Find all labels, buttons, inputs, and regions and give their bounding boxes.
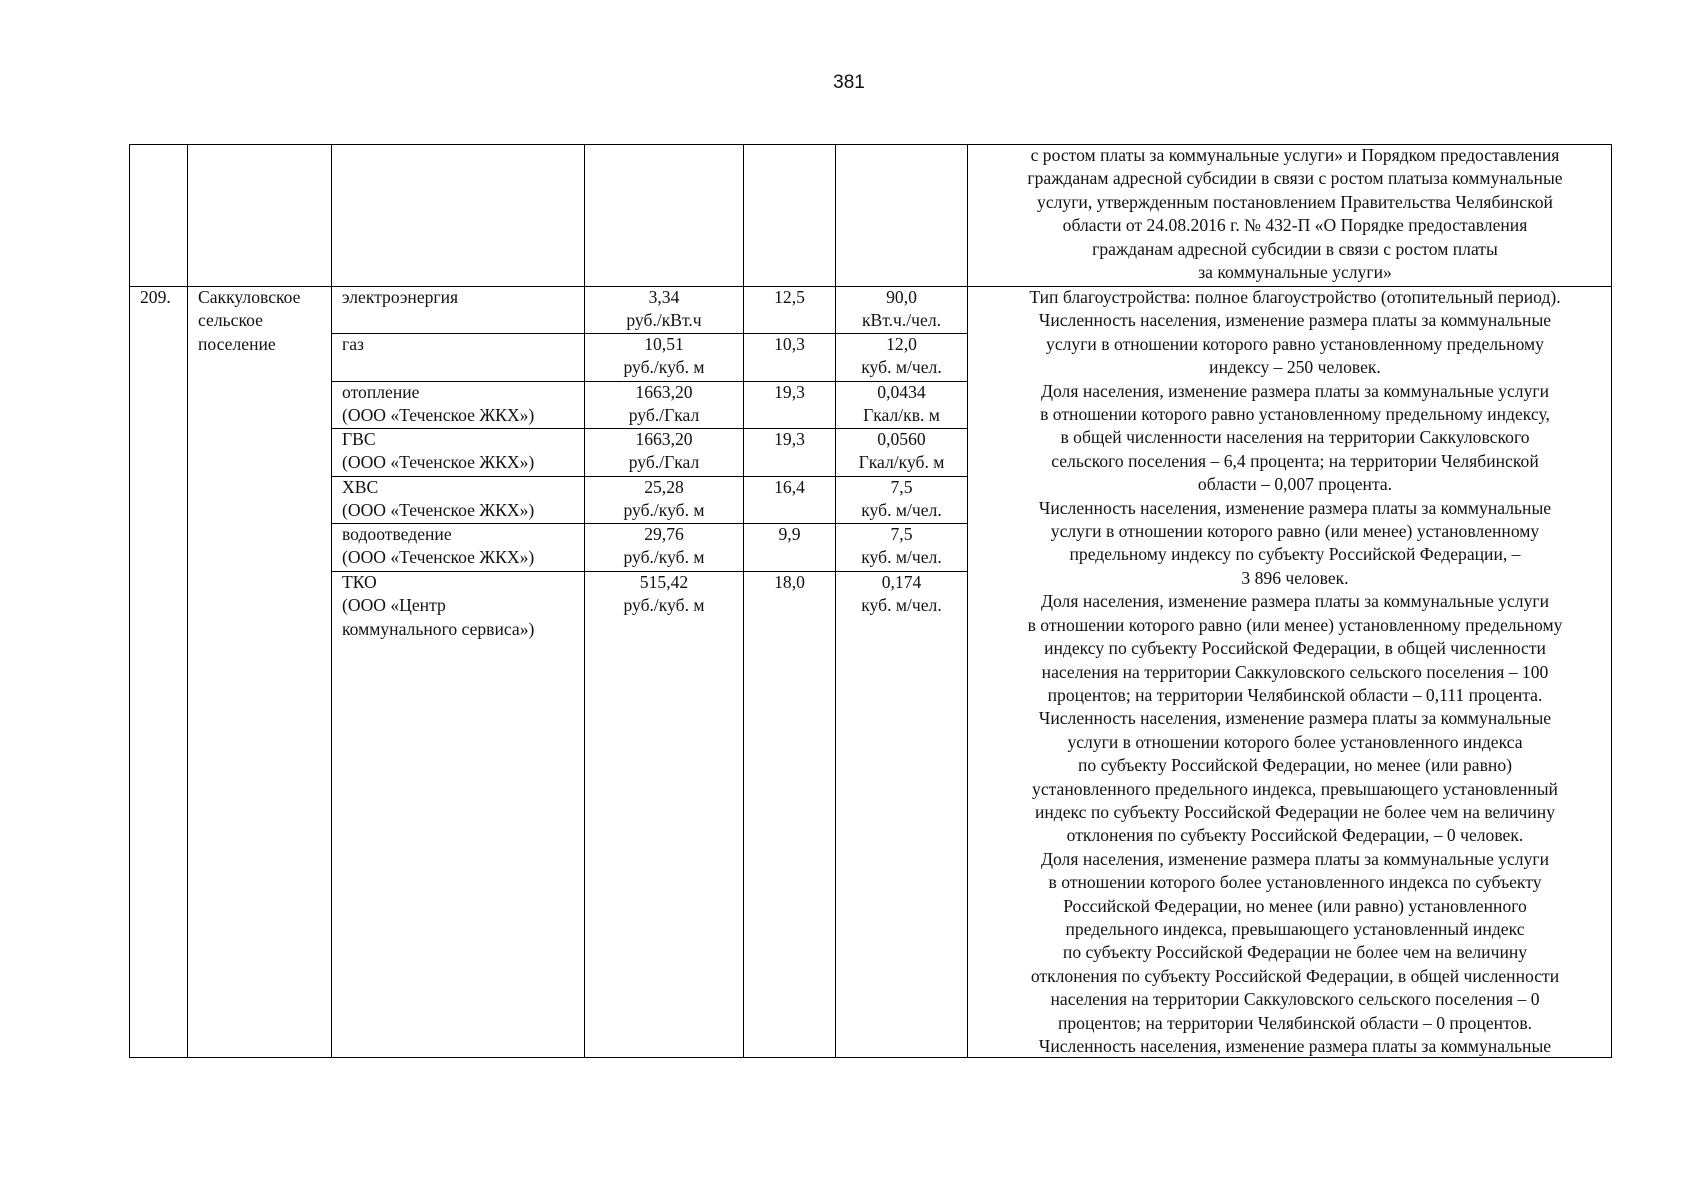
description-line: отклонения по субъекту Российской Федерации, в общей численности <box>1030 965 1560 986</box>
norm-line: куб. м/чел. <box>861 357 942 378</box>
service-name-line: отопление <box>342 382 420 402</box>
service-name-line: газ <box>342 334 364 354</box>
description-line: Тип благоустройства: полное благоустройство (отопительный период). <box>1029 287 1561 307</box>
service-norm <box>836 523 967 570</box>
description-line: Численность населения, изменение размера платы за коммунальные <box>1038 310 1552 331</box>
description-line: Численность населения, изменение размера платы за коммунальные <box>1038 1036 1552 1056</box>
service-tariff <box>585 428 743 475</box>
service-tariff <box>585 571 743 618</box>
description-line: Доля населения, изменение размера платы за коммунальные услуги <box>1040 591 1549 612</box>
description-line: области – 0,007 процента. <box>1197 474 1393 495</box>
description-line: услуги в отношении которого равно (или менее) установленному <box>1050 521 1540 542</box>
row-description <box>965 286 1625 1058</box>
service-index: 9,9 <box>778 524 801 544</box>
service-name <box>342 333 364 356</box>
description-line: по субъекту Российской Федерации, но менее (или равно) <box>1078 755 1512 776</box>
service-name <box>342 523 534 570</box>
service-name-line: ТКО <box>342 572 377 592</box>
service-norm <box>836 476 967 523</box>
service-index: 10,3 <box>774 334 805 354</box>
description-line: Российской Федерации, но менее (или равно) установленного <box>1063 895 1527 916</box>
norm-line: Гкал/куб. м <box>858 452 945 473</box>
service-name-line: коммунального сервиса») <box>342 618 535 639</box>
municipality-line: Саккуловское <box>198 287 301 307</box>
description-line: услуги в отношении которого более установленного индекса <box>1067 731 1523 752</box>
description-line: в отношении которого более установленного индекса по субъекту <box>1048 872 1542 893</box>
service-name-line: (ООО «Теченское ЖКХ») <box>342 500 535 521</box>
municipality-name <box>198 286 300 356</box>
service-name <box>342 476 534 523</box>
norm-line: кВт.ч./чел. <box>861 310 942 331</box>
norm-line: 0,0434 <box>877 382 926 402</box>
description-line: индекс по субъекту Российской Федерации не более чем на величину <box>1034 801 1556 822</box>
service-name <box>342 571 534 641</box>
service-tariff <box>585 381 743 428</box>
norm-line: куб. м/чел. <box>861 595 942 616</box>
tariff-line: 1663,20 <box>635 429 693 449</box>
description-line: сельского поселения – 6,4 процента; на территории Челябинской <box>1051 450 1539 471</box>
service-name <box>342 381 534 428</box>
description-line: Численность населения, изменение размера платы за коммунальные <box>1038 708 1552 729</box>
service-name-line: (ООО «Центр <box>342 595 446 616</box>
description-line: в общей численности населения на территории Саккуловского <box>1060 427 1530 448</box>
description-line: процентов; на территории Челябинской области – 0 процентов. <box>1057 1012 1533 1033</box>
municipality-line: поселение <box>198 333 276 354</box>
norm-line: куб. м/чел. <box>861 547 942 568</box>
description-line: Доля населения, изменение размера платы за коммунальные услуги <box>1040 380 1549 401</box>
note-line: услуги, утвержденным постановлением Правительства Челябинской <box>1037 191 1553 212</box>
service-tariff <box>585 286 743 333</box>
description-line: предельному индексу по субъекту Российской Федерации, – <box>1069 544 1521 565</box>
service-name-line: электроэнергия <box>342 287 459 307</box>
note-line: гражданам адресной субсидии в связи с ростом платы <box>1092 238 1498 259</box>
norm-line: Гкал/кв. м <box>863 405 940 426</box>
note-line: с ростом платы за коммунальные услуги» и Порядком предоставления <box>1030 145 1560 165</box>
description-line: предельного индекса, превышающего установленный индекс <box>1065 918 1525 939</box>
description-line: отклонения по субъекту Российской Федерации, – 0 человек. <box>1066 825 1524 846</box>
service-name <box>342 286 458 309</box>
tariff-line: 1663,20 <box>635 382 693 402</box>
tariff-line: руб./куб. м <box>623 595 705 616</box>
service-norm <box>836 333 967 380</box>
description-line: населения на территории Саккуловского сельского поселения – 0 <box>1050 989 1540 1010</box>
service-index: 19,3 <box>774 429 805 449</box>
service-tariff <box>585 523 743 570</box>
norm-line: 7,5 <box>890 477 913 497</box>
continuation-note <box>965 144 1625 284</box>
description-line: по субъекту Российской Федерации не более чем на величину <box>1062 942 1528 963</box>
description-line: услуги в отношении которого равно установленному предельному <box>1046 333 1544 354</box>
description-line: населения на территории Саккуловского сельского поселения – 100 <box>1041 661 1549 682</box>
tariff-line: руб./Гкал <box>628 452 700 473</box>
description-line: в отношении которого равно (или менее) установленному предельному <box>1027 614 1563 635</box>
tariff-line: 25,28 <box>644 477 684 497</box>
tariff-line: 515,42 <box>639 572 689 592</box>
description-line: индексу – 250 человек. <box>1209 357 1381 378</box>
norm-line: 0,0560 <box>877 429 926 449</box>
norm-line: 12,0 <box>886 334 917 354</box>
description-line: индексу по субъекту Российской Федерации, в общей численности <box>1044 638 1546 659</box>
service-name-line: водоотведение <box>342 524 452 544</box>
description-line: процентов; на территории Челябинской области – 0,111 процента. <box>1047 684 1543 705</box>
tariff-line: руб./кВт.ч <box>626 310 702 331</box>
description-line: установленного предельного индекса, превышающего установленный <box>1032 778 1558 799</box>
service-index: 19,3 <box>774 382 805 402</box>
description-line: Численность населения, изменение размера платы за коммунальные <box>1038 497 1552 518</box>
service-index: 16,4 <box>774 477 805 497</box>
service-name-line: ХВС <box>342 477 379 497</box>
norm-line: 7,5 <box>890 524 913 544</box>
page-number: 381 <box>833 72 865 93</box>
row-number: 209. <box>140 287 171 307</box>
norm-line: 0,174 <box>881 572 922 592</box>
description-line: 3 896 человек. <box>1241 567 1349 588</box>
service-name-line: ГВС <box>342 429 376 449</box>
service-name-line: (ООО «Теченское ЖКХ») <box>342 405 535 426</box>
norm-line: куб. м/чел. <box>861 500 942 521</box>
service-norm <box>836 381 967 428</box>
note-line: области от 24.08.2016 г. № 432-П «О Порядке предоставления <box>1062 215 1528 236</box>
tariff-line: 3,34 <box>648 287 680 307</box>
service-norm <box>836 571 967 618</box>
tariff-line: руб./куб. м <box>623 500 705 521</box>
municipality-line: сельское <box>198 310 263 331</box>
description-line: Доля населения, изменение размера платы за коммунальные услуги <box>1040 848 1549 869</box>
service-name-line: (ООО «Теченское ЖКХ») <box>342 452 535 473</box>
service-name <box>342 428 534 475</box>
service-index: 12,5 <box>774 287 805 307</box>
service-norm <box>836 428 967 475</box>
tariff-line: 10,51 <box>644 334 684 354</box>
tariff-line: руб./Гкал <box>628 405 700 426</box>
note-line: за коммунальные услуги» <box>1198 262 1392 283</box>
service-tariff <box>585 476 743 523</box>
service-index: 18,0 <box>774 572 805 592</box>
note-line: гражданам адресной субсидии в связи с ростом платыза коммунальные <box>1027 168 1563 189</box>
service-norm <box>836 286 967 333</box>
norm-line: 90,0 <box>886 287 917 307</box>
service-name-line: (ООО «Теченское ЖКХ») <box>342 547 535 568</box>
tariff-line: руб./куб. м <box>623 547 705 568</box>
service-tariff <box>585 333 743 380</box>
tariff-line: 29,76 <box>644 524 684 544</box>
description-line: в отношении которого равно установленному предельному индексу, <box>1040 404 1550 425</box>
tariff-line: руб./куб. м <box>623 357 705 378</box>
